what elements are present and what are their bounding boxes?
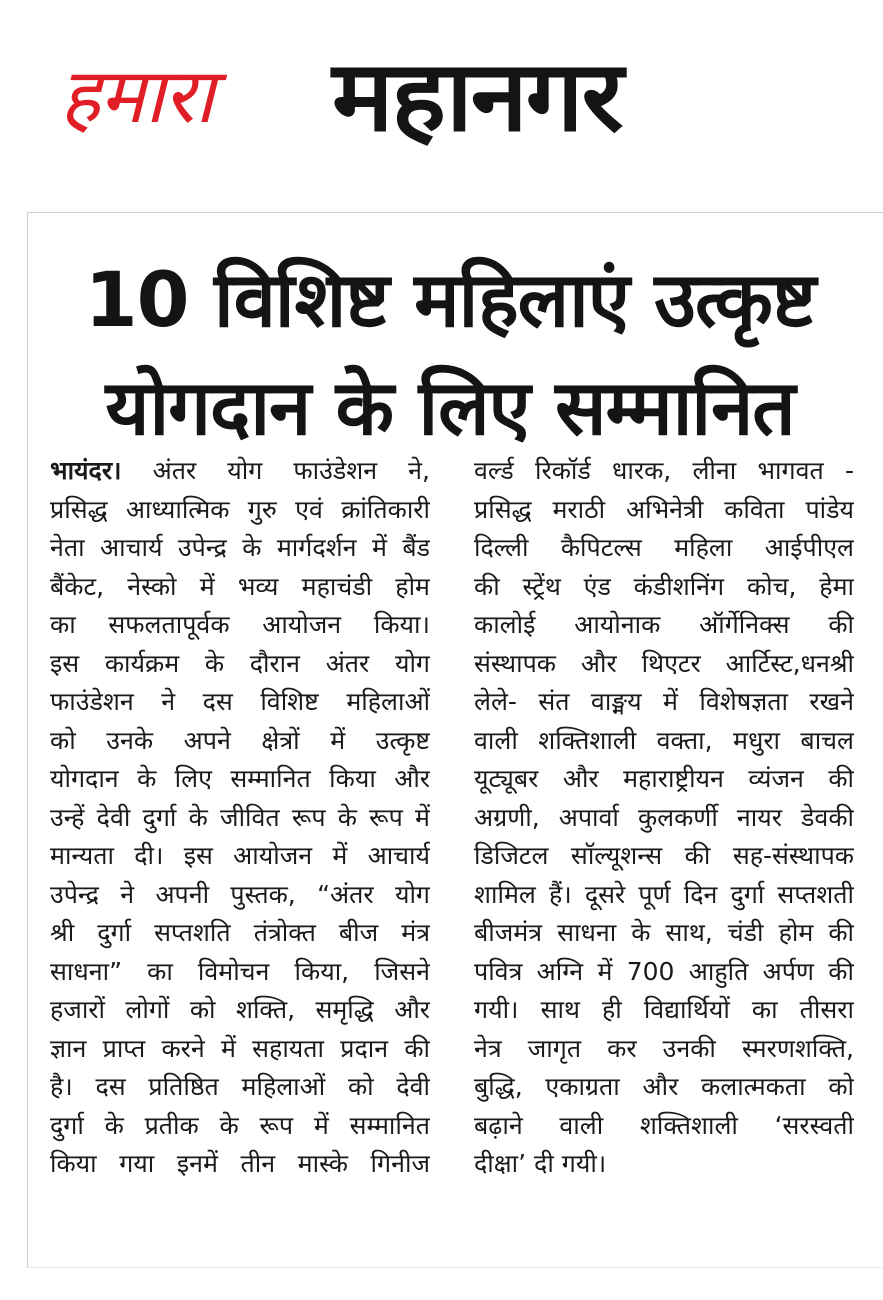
masthead bbox=[0, 0, 883, 205]
body-line: शामिल हैं। दूसरे पूर्ण दिन दुर्गा सप्तशती bbox=[474, 879, 854, 909]
body-line: फाउंडेशन ने दस विशिष्ट महिलाओं bbox=[50, 687, 430, 716]
body-line: यूट्यूबर और महाराष्ट्रीयन व्यंजन की bbox=[474, 764, 854, 793]
body-line: उन्हें देवी दुर्गा के जीवित रूप के रूप में bbox=[50, 802, 430, 832]
body-line: अग्रणी, अपार्वा कुलकर्णी नायर डेवकी bbox=[474, 802, 854, 832]
body-line: साधना” का विमोचन किया, जिसने bbox=[50, 956, 430, 986]
body-line: दिल्ली कैपिटल्स महिला आईपीएल bbox=[474, 533, 854, 562]
body-line: है। दस प्रतिष्ठित महिलाओं को देवी bbox=[50, 1072, 430, 1101]
body-line: बढ़ाने वाली शक्तिशाली ‘सरस्वती bbox=[474, 1110, 854, 1140]
body-line: कालोई आयोनाक ऑर्गेनिक्स की bbox=[474, 610, 854, 639]
dateline: भायंदर। bbox=[50, 456, 122, 485]
headline-line: 10 विशिष्ट महिलाएं उत्कृष्ट bbox=[84, 255, 816, 344]
body-line: ज्ञान प्राप्त करने में सहायता प्रदान की bbox=[50, 1033, 430, 1063]
body-line: बैंकेट, नेस्को में भव्य महाचंडी होम bbox=[50, 571, 430, 601]
body-line: प्रसिद्ध आध्यात्मिक गुरु एवं क्रांतिकारी bbox=[50, 494, 430, 524]
frame-top-rule bbox=[27, 212, 883, 213]
body-line: उपेन्द्र ने अपनी पुस्तक, “अंतर योग bbox=[50, 879, 430, 909]
body-text: अंतर योग फाउंडेशन ने, bbox=[121, 456, 430, 485]
body-line: बीजमंत्र साधना के साथ, चंडी होम की bbox=[474, 918, 854, 947]
body-line: इस कार्यक्रम के दौरान अंतर योग bbox=[50, 648, 430, 678]
body-line: संस्थापक और थिएटर आर्टिस्ट,धनश्री bbox=[474, 648, 854, 678]
body-line: की स्ट्रेंथ एंड कंडीशनिंग कोच, हेमा bbox=[474, 571, 854, 601]
body-line: डिजिटल सॉल्यूशन्स की सह-संस्थापक bbox=[474, 841, 854, 870]
body-line: नेता आचार्य उपेन्द्र के मार्गदर्शन में बैंड bbox=[50, 533, 430, 562]
masthead-name-part1: हमारा bbox=[60, 51, 214, 140]
body-line: प्रसिद्ध मराठी अभिनेत्री कविता पांडेय bbox=[474, 494, 854, 524]
body-line: दीक्षा’ दी गयी। bbox=[474, 1149, 607, 1178]
body-line: वर्ल्ड रिकॉर्ड धारक, लीना भागवत - bbox=[474, 456, 854, 485]
article-column-right bbox=[474, 452, 854, 1184]
body-line: किया गया इनमें तीन मास्के गिनीज bbox=[50, 1149, 430, 1178]
frame-bottom-rule bbox=[27, 1267, 883, 1268]
frame-left-rule bbox=[27, 212, 28, 1267]
headline-line: योगदान के लिए सम्मानित bbox=[105, 363, 795, 452]
body-line: लेले- संत वाङ्मय में विशेषज्ञता रखने bbox=[474, 687, 854, 716]
body-line: पवित्र अग्नि में 700 आहुति अर्पण की bbox=[474, 956, 854, 986]
body-line: को उनके अपने क्षेत्रों में उत्कृष्ट bbox=[50, 725, 430, 755]
body-line: मान्यता दी। इस आयोजन में आचार्य bbox=[50, 841, 430, 870]
article-column-left bbox=[50, 452, 430, 1184]
body-line: योगदान के लिए सम्मानित किया और bbox=[50, 764, 430, 793]
body-line: दुर्गा के प्रतीक के रूप में सम्मानित bbox=[50, 1110, 430, 1140]
body-line: श्री दुर्गा सप्तशति तंत्रोक्त बीज मंत्र bbox=[50, 918, 430, 947]
body-line bbox=[50, 452, 430, 491]
body-line: हजारों लोगों को शक्ति, समृद्धि और bbox=[50, 995, 430, 1024]
body-line: वाली शक्तिशाली वक्ता, मधुरा बाचल bbox=[474, 725, 854, 755]
masthead-name-part2: महानगर bbox=[332, 40, 622, 154]
body-line: का सफलतापूर्वक आयोजन किया। bbox=[50, 610, 430, 639]
article-headline bbox=[40, 246, 860, 462]
body-line: गयी। साथ ही विद्यार्थियों का तीसरा bbox=[474, 995, 854, 1024]
body-line: नेत्र जागृत कर उनकी स्मरणशक्ति, bbox=[474, 1033, 854, 1063]
body-line: बुद्धि, एकाग्रता और कलात्मकता को bbox=[474, 1072, 854, 1101]
